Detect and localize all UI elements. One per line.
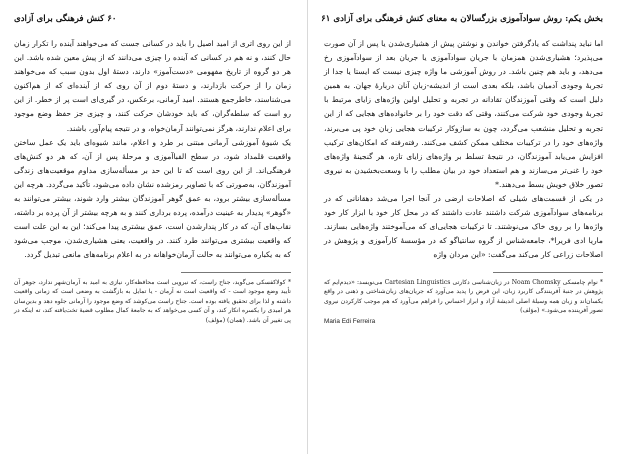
footnote-rule xyxy=(493,272,603,273)
footnote-attribution: Maria Edi Ferreira xyxy=(324,317,376,325)
left-page-body xyxy=(14,37,291,263)
right-page-footnote: * نوام چامسکی Noam Chomsky در زبان‌شناسی دکارتی Cartesian Linguistics می‌نویسد: «دیدم‌ایم که پژوهش در جنبهٔ آفرینندگی کاربرد زبان، این فرض را پدید می‌آورد که جریان‌های زبان‌شناختی و ذهنی در واقع یکسان‌اند و زبان همه وسیلهٔ اصلی اندیشهٔ آزاد و ابراز احساس را فراهم می‌آورد که هم موجب کارکردن نیروی تصور آفریننده می‌شود.» (مؤلف) xyxy=(324,278,603,314)
footnote-rule xyxy=(181,272,291,273)
right-page-body xyxy=(324,37,603,263)
paragraph: اما نباید پنداشت که یادگرفتن خواندن و نوشتن پیش از هشیاری‌شدن یا پس از آن صورت می‌پذیرد؛ هشیاری‌شدن همزمان با جریان سوادآموزی یا جریان بعد از سوادآموزی رخ می‌دهد، و باید هم چنین باشد. در روش آموزشی ما واژه چیزی نیست که ایستا یا جدا از تجربهٔ وجودی آدمیان باشد، بلکه بعدی است از اندیشه-زبان آنان دربارهٔ جهان. به همین دلیل است که وقتی آموزندگان تقادانه در تجربه و تحلیل اولین واژه‌های زایای مرتبط با تجربهٔ وجودی خود شرکت می‌کنند، وقتی که دقت خود را بر خانواده‌های هجایی که از این تجربه و تحلیل منشعب می‌گردد، چون به سازوکار ترکیبات هجایی زبان خود پی می‌برند، واژه‌های خود را در ترکیبات مختلف ممکن کشف می‌کنند. رفته‌رفته که امکان‌های ترکیب افزایش می‌یابد آموزندگان، در نتیجهٔ تسلط بر واژه‌های زایای تازه، هر گنجینهٔ واژه‌های خود را غنی‌تر می‌سازند و هم استعداد خود در بیان مطلب را با وسعت‌بخشیدن به نیروی تصور خلاق خویش بسط می‌دهند.* xyxy=(324,39,603,189)
left-page-header: ۶۰ کنش فرهنگی برای آزادی xyxy=(14,14,117,24)
paragraph: در یکی از قسمت‌های شیلی که اصلاحات ارضی در آنجا اجرا می‌شد دهقانانی که در برنامه‌های سوادآموزی شرکت داشتند عادت داشتند که در محل کار خود با ابزار کار خود واژه‌ها را بر روی خاک می‌نوشتند. تا ترکیبات هجایی‌ای که می‌آموختند واژه‌هایی بسازند. ماریا ادی فریرا*، جامعه‌شناس از گروه سانتیاگو که در مؤسسهٔ کارآموزی و پژوهش در اصلاحات زراعی کار می‌کند می‌گفت: «این مردان واژه xyxy=(324,194,603,260)
paragraph: از این روی اتری از امید اصیل را باید در کسانی جست که می‌خواهند آینده را تکرار زمان حال کنند، و نه هم در کسانی که آینده را چیزی می‌دانند که از پیش معین شده باشد. این هر دو گروه از تاریخ مفهومی «دست‌آموز» دارند، دستهٔ اول بدون سبب که می‌خواهند زمان را از حرکت بازدارند، و دستهٔ دوم از آن روی که از آینده‌ای که از هم‌اکنون می‌شناسند، خاطرجمع هستند. امید آرمانی، برعکس، در گیری‌ای است پر از خطر. از این رو است که سلطه‌گران، که باید خودشان حرکت کنند، و چیزی جز حفظ وضع موجود برای اعلام ندارند، هرگز نمی‌توانند آرمان‌خواه، و در نتیجه پیام‌آور، باشند. xyxy=(14,39,291,133)
left-page xyxy=(0,0,308,454)
left-page-footnote: * کولاکفسکی می‌گوید، جناح راست، که نیرویی است محافظه‌کار، نیازی به امید به آرمان‌شهر ندارد، جوهر آن تأیید وضع موجود است - که واقعیت است نه آرمان - یا تمایل به بازگشت به وضعی است که زمانی واقعیت داشته و لذا برای تحقیق یافته بوده است. جناح راست می‌کوشد که وضع موجود را آرمانی جلوه دهد و بدین‌سان هر امیدی را یکسره انکار کند، و آن کسی می‌خواهد که به جامعهٔ کمال مطلوب قضیهٔ تخت‌یافته کند، ته اینکه در پی تغییر آن باشد. (همان)‌ (مؤلف) xyxy=(14,278,291,324)
paragraph: یک شیوهٔ آموزشی آرمانی مبتنی بر طرد و اعلام، مانند شیوه‌ای باید یک عمل ساختن واقعیت قلمداد شود، در سطح الفباآموزی و مرحلهٔ پس از آن، که هر دو کنش‌های فرهنگی‌اند. از این روی است که تا این حد بر مسأله‌سازی مداوم موقعیت‌های زندگی آموزندگان، به‌صورتی که با تصاویر رمزشده نشان داده می‌شود، تأکید می‌گردد. هرچه این مسأله‌سازی بیشتر برود، به عمق گوهر آموزندگان بیشتر وارد شوند، بیشتر می‌توانند به «گوهر» پدیدار به عینیت درآمده، پرده برداری کنند و به هرچه بیشتر از آن پرده بر داشته، نقاب‌های آن، که در کار پندارشدن است، عمق بیشتری پیدا می‌کند؛ این به این علت است که واقعیت بیشتری می‌توانند طرد کنند. در واقعیت، یعنی هشیاری‌شدن، موجب می‌شود که به یکباره می‌توانند به حالت آرمان‌خواهانه در به اعلام برنامه‌های مانعی تبدیل گردد. xyxy=(14,137,291,260)
right-page xyxy=(308,0,617,454)
right-page-header: بخش یکم: روش سوادآموزی بزرگسالان به معنای کنش فرهنگی برای آزادی ۶۱ xyxy=(321,14,603,24)
